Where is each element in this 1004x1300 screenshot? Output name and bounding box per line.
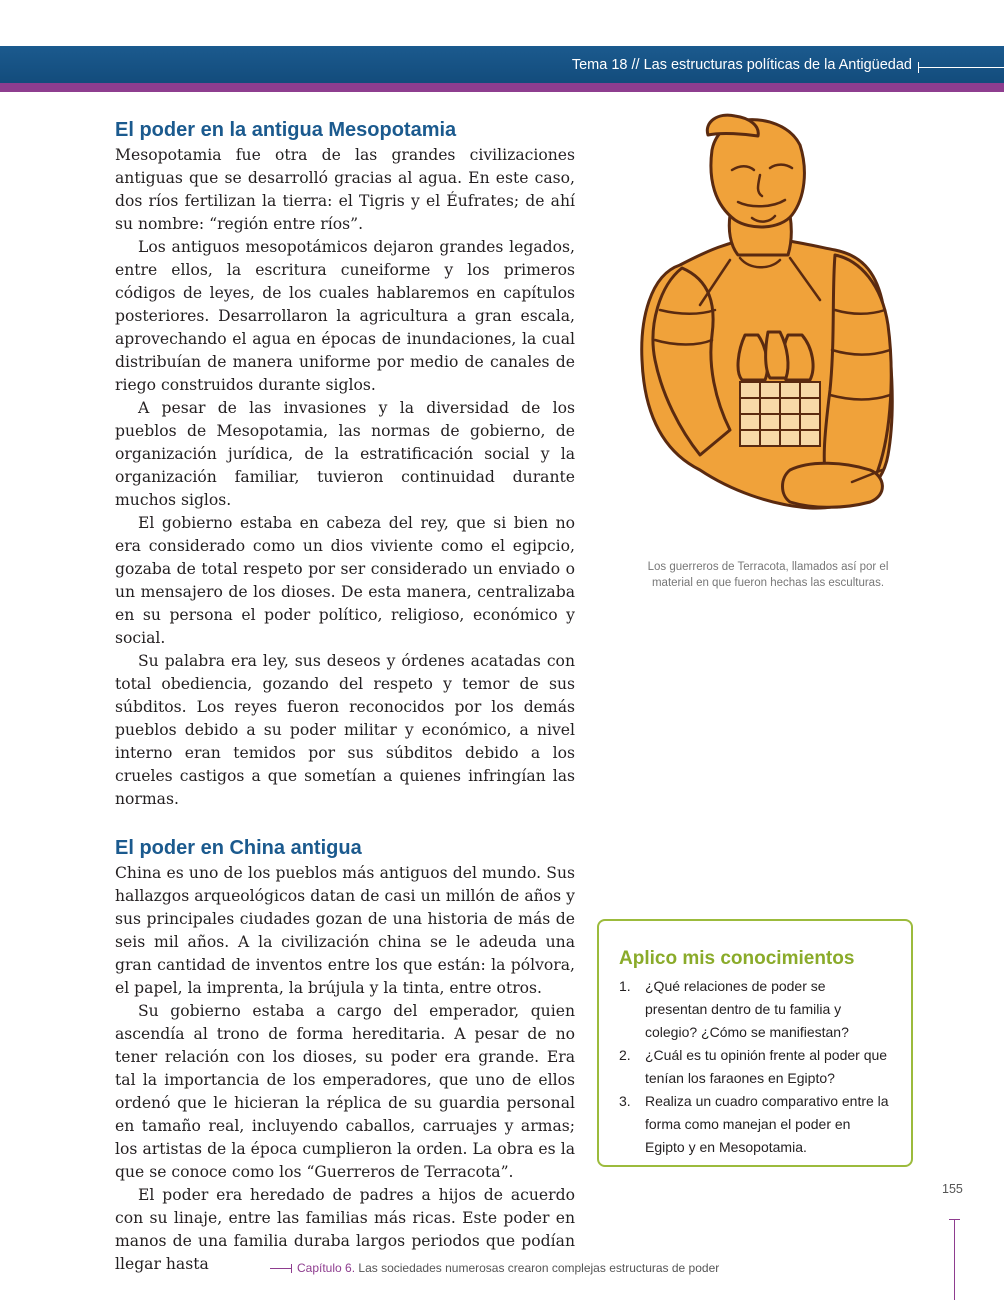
section-title-mesopotamia: El poder en la antigua Mesopotamia [115,119,457,141]
paragraph: El gobierno estaba en cabeza del rey, que si bien no era considerado como un dios viviente como el egipcio, gozaba de total respeto por ser considerado un enviado o un mensajero de los dioses. De esta manera, centralizaba en su persona el poder político, religioso, económico y social. [115,514,575,647]
item-text: ¿Qué relaciones de poder se presentan dentro de tu familia y colegio? ¿Cómo se manifiestan? [645,978,849,1040]
footer-chapter: Capítulo 6. [297,1261,356,1275]
item-number: 2. [619,1047,631,1063]
section-title-china: El poder en China antigua [115,837,362,859]
list-item [619,1090,891,1159]
item-text: ¿Cuál es tu opinión frente al poder que tenían los faraones en Egipto? [645,1047,888,1086]
list-item [619,975,891,1044]
list-item [619,1044,891,1090]
paragraph: China es uno de los pueblos más antiguos del mundo. Sus hallazgos arqueológicos datan de casi un millón de años y sus principales ciudades gozan de una historia de más de seis mil años. A la civilización china se le adeuda una gran cantidad de inventos entre los que están: la pólvora, el papel, la imprenta, la brújula y la tinta, entre otros. [115,864,575,997]
header-rule [918,67,1004,68]
paragraph: Los antiguos mesopotámicos dejaron grandes legados, entre ellos, la escritura cuneiforme y los primeros códigos de leyes, de los cuales hablaremos en capítulos posteriores. Desarrollaron la agricultura a gran escala, aprovechando el agua en épocas de inundaciones, la cual distribuían de manera uniforme por medio de canales de riego construidos durante siglos. [115,238,575,394]
header-accent-strip [0,83,1004,92]
activity-box [597,919,913,1167]
item-number: 1. [619,978,631,994]
section-gap [115,811,575,835]
footer-chapter-title: Las sociedades numerosas crearon complejas estructuras de poder [358,1261,720,1275]
figure-caption: Los guerreros de Terracota, llamados así por el material en que fueron hechas las esculturas. [647,561,889,589]
page-number: 155 [942,1182,963,1196]
main-text-column [115,117,575,1276]
item-text: Realiza un cuadro comparativo entre la forma como manejan el poder en Egipto y en Mesopotamia. [645,1093,889,1155]
footer-rule [270,1268,292,1269]
header-title: Tema 18 // Las estructuras políticas de la Antigüedad [571,57,912,73]
paragraph: A pesar de las invasiones y la diversidad de los pueblos de Mesopotamia, las normas de gobierno, de organización jurídica, de la estratificación social y la organización familiar, tuvieron continuidad durante muchos siglos. [115,399,575,509]
activity-list [619,975,891,1159]
paragraph: Su palabra era ley, sus deseos y órdenes acatadas con total obediencia, gozando del respeto y temor de sus súbditos. Los reyes fueron reconocidos por los demás pueblos debido a su poder militar y económico, a nivel interno eran temidos por sus súbditos debido a los crueles castigos a que sometían a quienes infringían las normas. [115,652,575,808]
paragraph: Su gobierno estaba a cargo del emperador, quien ascendía al trono de forma hereditaria. A pesar de no tener relación con los dioses, su poder era grande. Era tal la importancia de los emperadores, que uno de ellos ordenó que le hicieran la réplica de su guardia personal en tamaño real, incluyendo caballos, carruajes y armas; los artistas de la época cumplieron la orden. La obra es la que se conoce como los “Guerreros de Terracota”. [115,1002,575,1181]
side-rule [954,1220,955,1300]
paragraph: El poder era heredado de padres a hijos de acuerdo con su linaje, entre las familias más ricas. Este poder en manos de una familia duraba largos periodos que podían llegar hasta [115,1186,575,1273]
item-number: 3. [619,1093,631,1109]
paragraph: Mesopotamia fue otra de las grandes civilizaciones antiguas que se desarrolló gracias al agua. En este caso, dos ríos fertilizan la tierra: el Tigris y el Éufrates; de ahí su nombre: “región entre ríos”. [115,146,575,233]
terracotta-warrior-illustration [620,110,910,550]
footer [270,1261,719,1275]
activity-title: Aplico mis conocimientos [619,948,855,969]
